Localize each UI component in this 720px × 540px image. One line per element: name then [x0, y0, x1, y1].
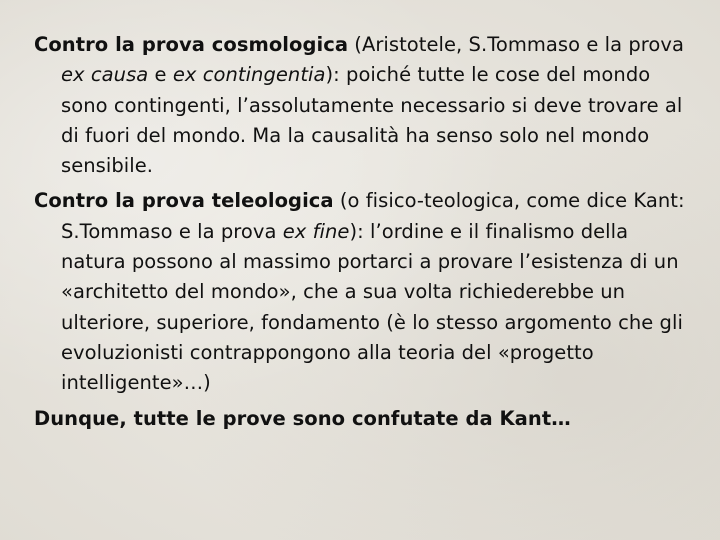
latin-term: ex fine — [282, 219, 350, 243]
text-segment: ): l’ordine e il finalismo della natura possono al massimo portarci a provare l’esistenza di un «architetto del mondo», che a sua volta richiederebbe un ulteriore, superiore, fondamento (è lo stesso argomento che gli evoluzionisti contrappongono alla teoria del «progetto intelligente»…) — [61, 219, 683, 395]
text-segment: e — [148, 63, 173, 87]
text-segment: (o fisico-teologica, come dice Kant: S.Tommaso e la prova — [61, 189, 685, 243]
text-segment: ): poiché tutte le cose del mondo sono contingenti, l’assolutamente necessario si deve trovare al di fuori del mondo. Ma la causalità ha senso solo nel mondo sensibile. — [61, 63, 683, 178]
paragraph-cosmological-proof — [34, 30, 696, 181]
paragraph-conclusion — [34, 404, 696, 434]
text-segment: (Aristotele, S.Tommaso e la prova — [348, 33, 684, 56]
latin-term: ex contingentia — [172, 63, 326, 87]
heading-cosmological-proof: Contro la prova cosmologica — [34, 33, 349, 56]
paragraph-teleological-proof — [34, 186, 696, 398]
heading-teleological-proof: Contro la prova teleologica — [34, 189, 334, 213]
conclusion-text: Dunque, tutte le prove sono confutate da Kant… — [34, 406, 571, 430]
latin-term: ex causa — [61, 63, 149, 87]
